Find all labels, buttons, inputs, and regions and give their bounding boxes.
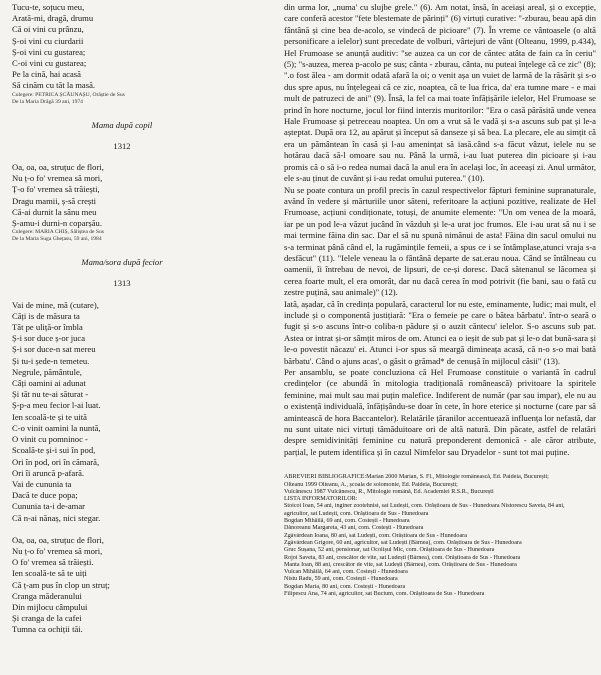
bibliography-entry: Nistu Radu, 59 ani, com. Costești - Hunedoara: [284, 576, 398, 583]
poem-credit-line: De la Maria Suga Ghețasu, 59 ani, 1984: [12, 236, 102, 243]
bibliography-entry: Bogdan Maria, 80 ani, com. Costești - Hunedoara: [284, 583, 406, 590]
poem-line: Că oi vini cu prânzu,: [12, 24, 84, 35]
poem-line: Ori în pod, ori în cămară,: [12, 456, 100, 467]
poem-line: Pe la cină, hai acasă: [12, 69, 81, 80]
essay-paragraph: Per ansamblu, se poate concluziona că Hel Frumoase constituie o variantă în cadrul credințelor (ce abundă în mitologia tradițională românească) privitoare la spiritele feminine, mai mult sau mai puțin malefice. Indiferent de număr (par sau impar), ele nu au o existență individuală, înfățișându-se doar în cete, în hore eterice și nocturne (care par să amintească de hora Baccantelor). Relatările țăranilor accentuează influența lor nefastă, dar nu sunt uitate nici virtuți tămăduitoare ori de altă natură. Din păcate, astfel de relatări despre semidivinități feminine cu natură preponderent demonică - ale căror atribute, parțial, le putem identifica și în cazul Nimfelor sau Dryadelor - sunt tot mai puține.: [284, 367, 596, 457]
bibliography-entry: Vulcănescu 1987 Vulcănescu, R., Mitologie română, Ed. Academiei R.S.R., București: [284, 488, 494, 495]
poem-number-2: 1313: [113, 278, 131, 289]
poem-line: Dacă te duce popa;: [12, 490, 78, 501]
poem-block-1: [12, 2, 274, 92]
bibliography-entry: Gruc Sușana, 52 ani, pensionar, sat Ocolișul Mic, com. Orăștioara de Sus - Hunedoara: [284, 547, 495, 554]
bibliography-entry: Rojoi Saveta, 83 ani, crescător de vite, sat Ludești (Bârnea), com. Orăștioara de Sus - Hunedoara: [284, 554, 521, 561]
poem-line: O vinit cu pomninoc -: [12, 434, 88, 445]
poem-line: Ș-i sor duce-n sat mereu: [12, 344, 96, 355]
poem-line: Ien scoală-te și te uită: [12, 411, 87, 422]
bibliography-entry: LISTA INFORMATORILOR:: [284, 496, 358, 503]
poem-line: Ș-amu-i durni-n coparșău.: [12, 218, 102, 229]
poem-block-4: [12, 535, 274, 636]
poem-line: Nu ț-o fo' vremea să mori,: [12, 545, 103, 556]
poem-credit-1: [12, 92, 274, 106]
bibliography-entry: Stoicoi Ioan, 54 ani, inginer zootehnist, sat Ludești, com. Orăștioara de Sus - Hunedoara Nistorescu Saveta, 84 ani,: [284, 503, 565, 510]
poem-line: Ș-oi vini cu gustarea;: [12, 46, 86, 57]
poem-line: Oa, oa, oa, struțuc de flori,: [12, 534, 104, 545]
poem-title-2: Mama/sora după fecior: [81, 257, 163, 268]
poem-line: Tucu-te, soțucu meu,: [12, 2, 85, 12]
bibliography-entry: ABREVIERI BIBLIOGRAFICE:Marian 2000 Marian, S. Fl., Mitologie românească, Ed. Paideia, București;: [284, 474, 549, 481]
poem-line: Că ț-am pus în clop un struț;: [12, 579, 110, 590]
poem-credit-2: [12, 229, 274, 243]
poem-credit-line: De la Maria Drăgă 39 ani, 1974: [12, 98, 83, 105]
poem-line: C-oi vini cu gustarea;: [12, 58, 87, 69]
poem-title-1: Mama după copil: [91, 119, 153, 130]
poem-line: Scoală-te și-i sui în pod,: [12, 445, 96, 456]
poem-credit-line: Culegere: PETRICA ȘCĂUNAȘU, Orăștie de Sus: [12, 91, 125, 98]
bibliography-entry: Dănoreanu Margareta, 43 ani, com. Costești - Hunedoara: [284, 525, 424, 532]
poem-line: Și cranga de la cafei: [12, 613, 82, 624]
poem-line: Din mijlocu câmpului: [12, 601, 88, 612]
poem-line: Nu ț-o fo' vremea să mori,: [12, 173, 103, 184]
poem-line: Dragu mamii, ș-să crești: [12, 195, 97, 206]
poem-block-2: [12, 162, 274, 229]
poem-line: O fo' vremea să trăiești.: [12, 557, 94, 568]
bibliography-entry: Vulcan Mihăilă, 64 ani, com. Costești - Hunedoara: [284, 569, 408, 576]
poem-line: Căți is de măsura ta: [12, 310, 80, 321]
poem-line: Arată-mi, dragă, drumu: [12, 13, 94, 24]
bibliography-entry: Zgâvârdean Grigore, 60 ani, agricultor, sat Ludești (Bârnea), com. Orăștioara de Sus - Hunedoara: [284, 539, 522, 546]
essay-paragraph: Nu se poate contura un profil precis în cazul respectivelor făpturi feminine supranaturale, avănd în vedere și mărturiile unor săteni, referitoare la acțiuni pozitive, realizate de Hel Frumoase, acțiuni condiționate, totuși, de anumite elemente: "Un om venea de la moară, iar pe un pod le-a văzut jucând în văzduh și le-a urat joc frumos. Ele i-au urat să nu i se mai termine făina din sac. Dar el să nu spună nimănui de asta! Făina din sacul omului nu s-a terminat până când el, la rugămințile femeii, a spus ce i se întâmplase,atunci vraja s-a desfăcut" (11). "Ielele veneau la o fântână departe de sat.erau noua. Când se întâlneau cu oamenii, îi întrebau de nevoi, de lipsuri, de ce-și doresc. Dacă sătenanul se lăcomea și cerea foarte mult, el era omorât, dar nu dacă cerea în mod potrivit (fie bani, sau o fată cu zestre puțină, sau animale)" (12).: [284, 184, 596, 298]
poem-line: Oa, oa, oa, struțuc de flori,: [12, 162, 104, 173]
essay-paragraph: din urma lor, „numa' cu slujbe grele." (6). Am notat, însă, în aceiași areal, și o excepție, care conferă acestor "fete blestemate de părinți" (6) virtuți curative: "-zburau, beau apă din fântână și cine bea de-acolo, se vindecă de picioare" (7). În vreme ce vântoasele (o altă personificare a ielelor) sunt precedate de volburi, vârtejuri de vânt (Olteanu, 1999, p.434), Hel Frumoase se anunță auditiv: "se auzea ca un cor de căntec atâta de fain ca în ceriu" (5); "s-auzea, merea p-acolo pe sus; cânta - zburau, cânta, nu puteai înțelege că ce zic" (8); ".o fost ălea - am dormit odată afară la oi; o venit așa un vuiet de larmă de la răsărit și s-o dus spre apus, nu înțelegeai că ce zic, noaptea, că te lua frica, da' era tumne mare - e mai mult de patruzeci de ani" (9). Însă, la fel ca mai toate înfățișările ielelor, Hel Frumoase se prind în hore nocturne, jocul lor fiind interzis muritorilor: "Era o casă părăsită unde venea Hale Frumoase și petreceau noaptea. Un om a vrut să le vadă și s-a ascuns sub pat și le-a așteptat. După ora 12, au apărut și început să danseze și să bea. La plecare, ele au simțit că era un pământean în casă și l-au amenințat să iasă.când s-a făcut vâzut, ielele nu se hotărau dacă să-l omoare sau nu. Până la urmă, i-au luat puterea din picioare și i-au promis că o să i-o redea numai dacă la anul era în același loc, în aceeași zi. Anul următor, ele s-au ținut de cuvânt și i-au redat omului puterea." (10).: [284, 2, 596, 184]
poem-line: Să cinăm cu tăt la masă.: [12, 80, 96, 91]
bibliography-entry: Olteanu 1999 Olteanu, A., școala de solomonie, Ed. Paideia, București;: [284, 481, 458, 488]
poem-line: Cununia ta-i de-amar: [12, 501, 86, 512]
poem-line: Vai de cununia ta: [12, 478, 72, 489]
poem-line: Că n-ai nănaș, nici stegar.: [12, 512, 101, 523]
poem-line: Și tu-i șede-n temeteu.: [12, 355, 90, 366]
poem-line: Ori îi aruncă p-afară.: [12, 467, 85, 478]
poem-credit-line: Culegere: MARIA CHIȘ, Săliștea de Sus: [12, 229, 104, 236]
bibliography-entry: Bogdan Mihăilă, 69 ani, com. Costești - Hunedoara: [284, 518, 410, 525]
bibliography-entry: agricultor, sat Ludești, com. Orăștioara de Sus - Hunedoara: [284, 510, 429, 517]
bibliography-entry: Zgâvârdean Ioana, 80 ani, sat Ludești, com. Orăștioara de Sus - Hunedoara: [284, 532, 467, 539]
essay-body: [284, 2, 596, 458]
poem-line: Și tăt nu te-ai săturat -: [12, 389, 89, 400]
poem-number-1: 1312: [113, 140, 131, 151]
poem-line: Ș-oi vini cu ciurdarii: [12, 35, 84, 46]
poem-line: Ș-p-a meu fecior l-ai luat.: [12, 400, 101, 411]
poem-line: Negrule, pământule,: [12, 366, 82, 377]
poem-line: Tăt pe uliță-or îmbla: [12, 322, 83, 333]
poem-line: Vai de mine, mă (cutare),: [12, 299, 99, 310]
bibliography: [284, 474, 596, 598]
poem-line: Ien scoală-te să te uiți: [12, 568, 87, 579]
poem-line: Că-ai durnit la sânu meu: [12, 206, 97, 217]
poem-line: Ț-o fo' vremea să trăiești,: [12, 184, 100, 195]
poem-line: Câți oamini ai adunat: [12, 378, 86, 389]
bibliography-entry: Manta Ioan, 88 ani, crescător de vite, sat Ludești (Bârnea), com. Orăștioara de Sus - Hunedoara: [284, 561, 517, 568]
poem-line: Cranga măderanului: [12, 590, 82, 601]
essay-paragraph: Iată, așadar, că în credința populară, caracterul lor nu este, eminamente, ludic; mai mult, el include și o componentă justițiară: "Era o femeie pe care o bătea bărbatu'. într-o seară o fugit și s-o ascuns într-o coliba-n pădure și o auzit căntecu' ielelor. S-o ascuns sub pat. Astea or intrat și-or sâmțit miros de om. Atunci ea o ieșit de sub pat și le-o dat bună-sara și le-o povestit năcazu' ei. Atunci i-or spus să meargă dimineața acasă, că n-o s-o mai bată bărbatu'. Când o ajuns acas', o găsit o grămad* de cenușă în mijlocul căsii" (13).: [284, 298, 596, 366]
poem-line: Ș-i sor duce ș-or juca: [12, 333, 86, 344]
bibliography-entry: Filipescu Ana, 74 ani, agricultor, sat Bucium, com. Orăștioara de Sus - Hunedoara: [284, 591, 485, 597]
poem-block-3: [12, 300, 274, 524]
essay-column: [284, 2, 596, 598]
poem-line: C-o vinit oamini la nuntă,: [12, 422, 101, 433]
poem-line: Tumna ca ochiții tăi.: [12, 624, 83, 635]
poems-column: [12, 2, 274, 636]
